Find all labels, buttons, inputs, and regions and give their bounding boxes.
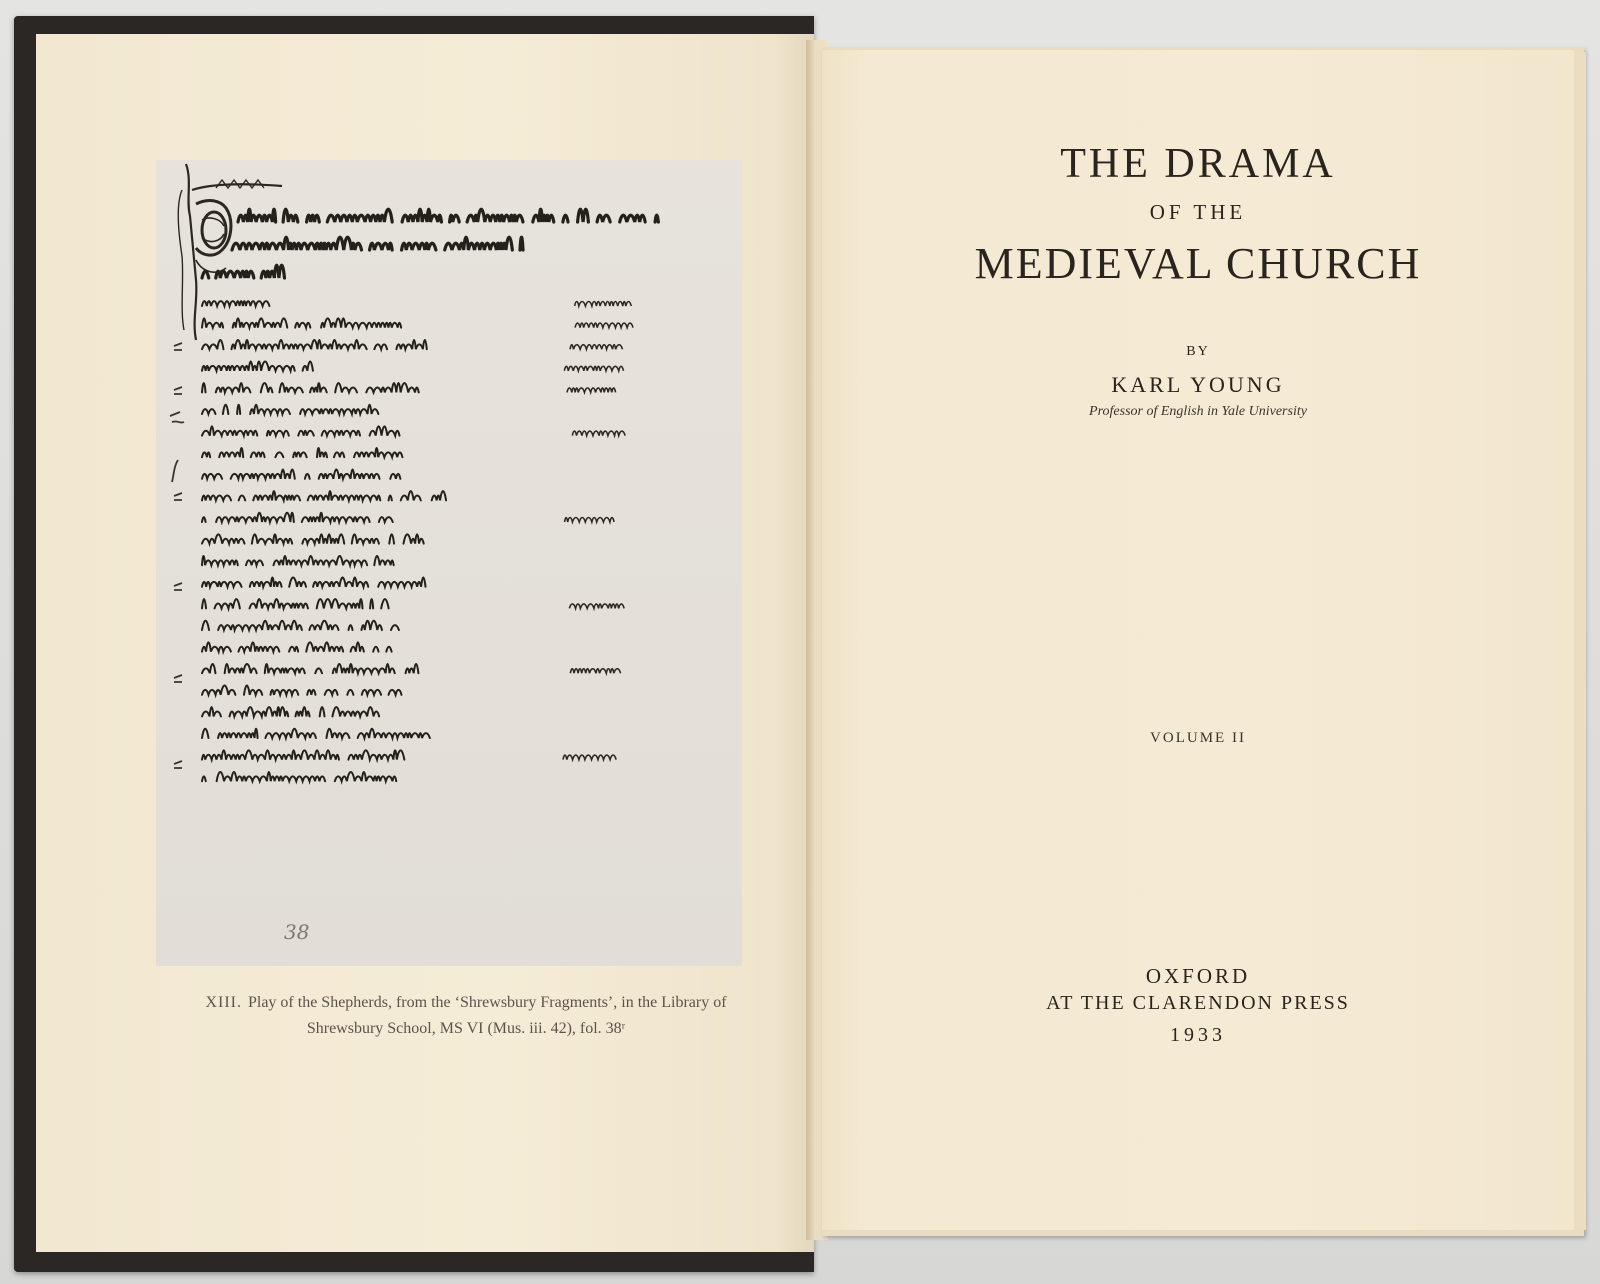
manuscript-line [202, 534, 424, 543]
manuscript-line [202, 621, 399, 630]
manuscript-line [202, 772, 404, 781]
manuscript-line [232, 237, 533, 250]
manuscript-line [202, 426, 399, 435]
speaker-annotation [567, 388, 616, 393]
imprint-city: OXFORD [1145, 964, 1251, 988]
speaker-annotation [565, 518, 615, 523]
author-affiliation: Professor of English in Yale University [1089, 404, 1307, 419]
title-of-the: OF THE [1149, 200, 1247, 224]
title-line-2: MEDIEVAL CHURCH [974, 239, 1422, 288]
plate-caption [166, 990, 766, 1042]
speaker-annotation [563, 755, 616, 760]
speaker-annotation [569, 604, 624, 609]
manuscript-line [202, 470, 400, 479]
speaker-annotation [570, 345, 622, 350]
manuscript-line [202, 362, 320, 371]
speaker-annotation [564, 366, 623, 371]
speaker-annotation [570, 669, 620, 674]
manuscript-line [202, 301, 280, 306]
imprint-year: 1933 [1170, 1024, 1226, 1046]
manuscript-line [202, 578, 426, 587]
plate-caption-text: Play of the Shepherds, from the ‘Shrewsbury Fragments’, in the Library of Shrewsbury School, MS VI (Mus. iii. 42), fol. 38ʳ [247, 994, 727, 1037]
manuscript-line [202, 664, 418, 673]
manuscript-line [202, 340, 427, 349]
manuscript-line [202, 729, 430, 738]
manuscript-line [202, 707, 379, 716]
speaker-annotation [575, 323, 633, 328]
title-page [822, 50, 1574, 1230]
volume-number: VOLUME II [1150, 730, 1246, 746]
speaker-annotation [575, 302, 632, 307]
manuscript-line [202, 750, 404, 759]
manuscript-line [202, 556, 402, 565]
margin-marks [170, 343, 184, 768]
manuscript-handwriting [156, 160, 742, 966]
manuscript-line [238, 209, 658, 222]
manuscript-line [202, 405, 378, 414]
manuscript-line [202, 318, 401, 327]
manuscript-line [202, 599, 389, 608]
illuminated-initial [178, 164, 282, 340]
manuscript-line [202, 383, 419, 392]
title-line-1: THE DRAMA [1060, 141, 1336, 187]
imprint-press: AT THE CLARENDON PRESS [1046, 992, 1350, 1014]
manuscript-line [202, 448, 402, 457]
folio-mark: 38 [284, 920, 310, 944]
speaker-annotation [572, 431, 625, 436]
manuscript-line [202, 642, 392, 651]
manuscript-line [202, 491, 455, 500]
page-edges [1574, 52, 1586, 1230]
plate-number: XIII. [205, 994, 242, 1011]
manuscript-line [202, 513, 393, 522]
author-name: KARL YOUNG [1111, 372, 1285, 397]
script-lines [202, 209, 658, 781]
by-line: BY [1186, 344, 1210, 359]
manuscript-line [202, 686, 402, 695]
manuscript-facsimile-plate [156, 160, 742, 966]
